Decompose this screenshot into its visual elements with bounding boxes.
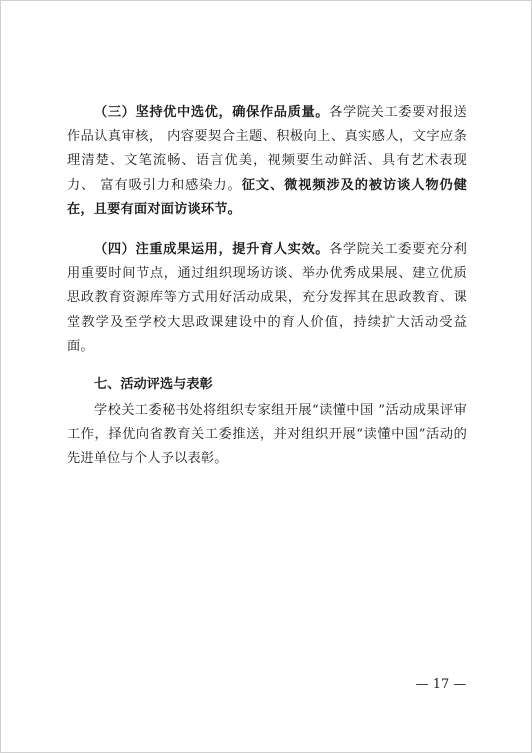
paragraph-section-four [67, 238, 467, 359]
page-number: — 17 — [415, 677, 467, 692]
section-three-body: 各学院关工委要对报送作品认真审核， 内容要契合主题、积极向上、真实感人，文字应条理清楚、文笔流畅、语言优美，视频要生动鲜活、具有艺术表现力、 富有吸引力和感染力。 [67, 105, 468, 193]
section-seven-heading: 七、活动评选与表彰 [94, 377, 213, 392]
paragraph-section-seven: 学校关工委秘书处将组织专家组开展“读懂中国 ”活动成果评审工作，择优向省教育关工委推送，并对组织开展“读懂中国”活动的先进单位与个人予以表彰。 [67, 403, 467, 467]
section-three-tail: 征文、微视频涉及的被访谈人物仍健在，且要有面对面访谈环节。 [67, 177, 468, 217]
section-four-lead: （四）注重成果运用，提升育人实效。 [94, 242, 330, 257]
section-four-body: 各学院关工委要充分利用重要时间节点，通过组织现场访谈、举办优秀成果展、建立优质思政教育资源库等方式用好活动成果，充分发挥其在思政教育、课堂教学及至学校大思政课建设中的育人价值，持续扩大活动受益面。 [67, 242, 468, 354]
section-three-lead: （三）坚持优中选优，确保作品质量。 [94, 105, 330, 120]
paragraph-section-three [67, 101, 467, 222]
